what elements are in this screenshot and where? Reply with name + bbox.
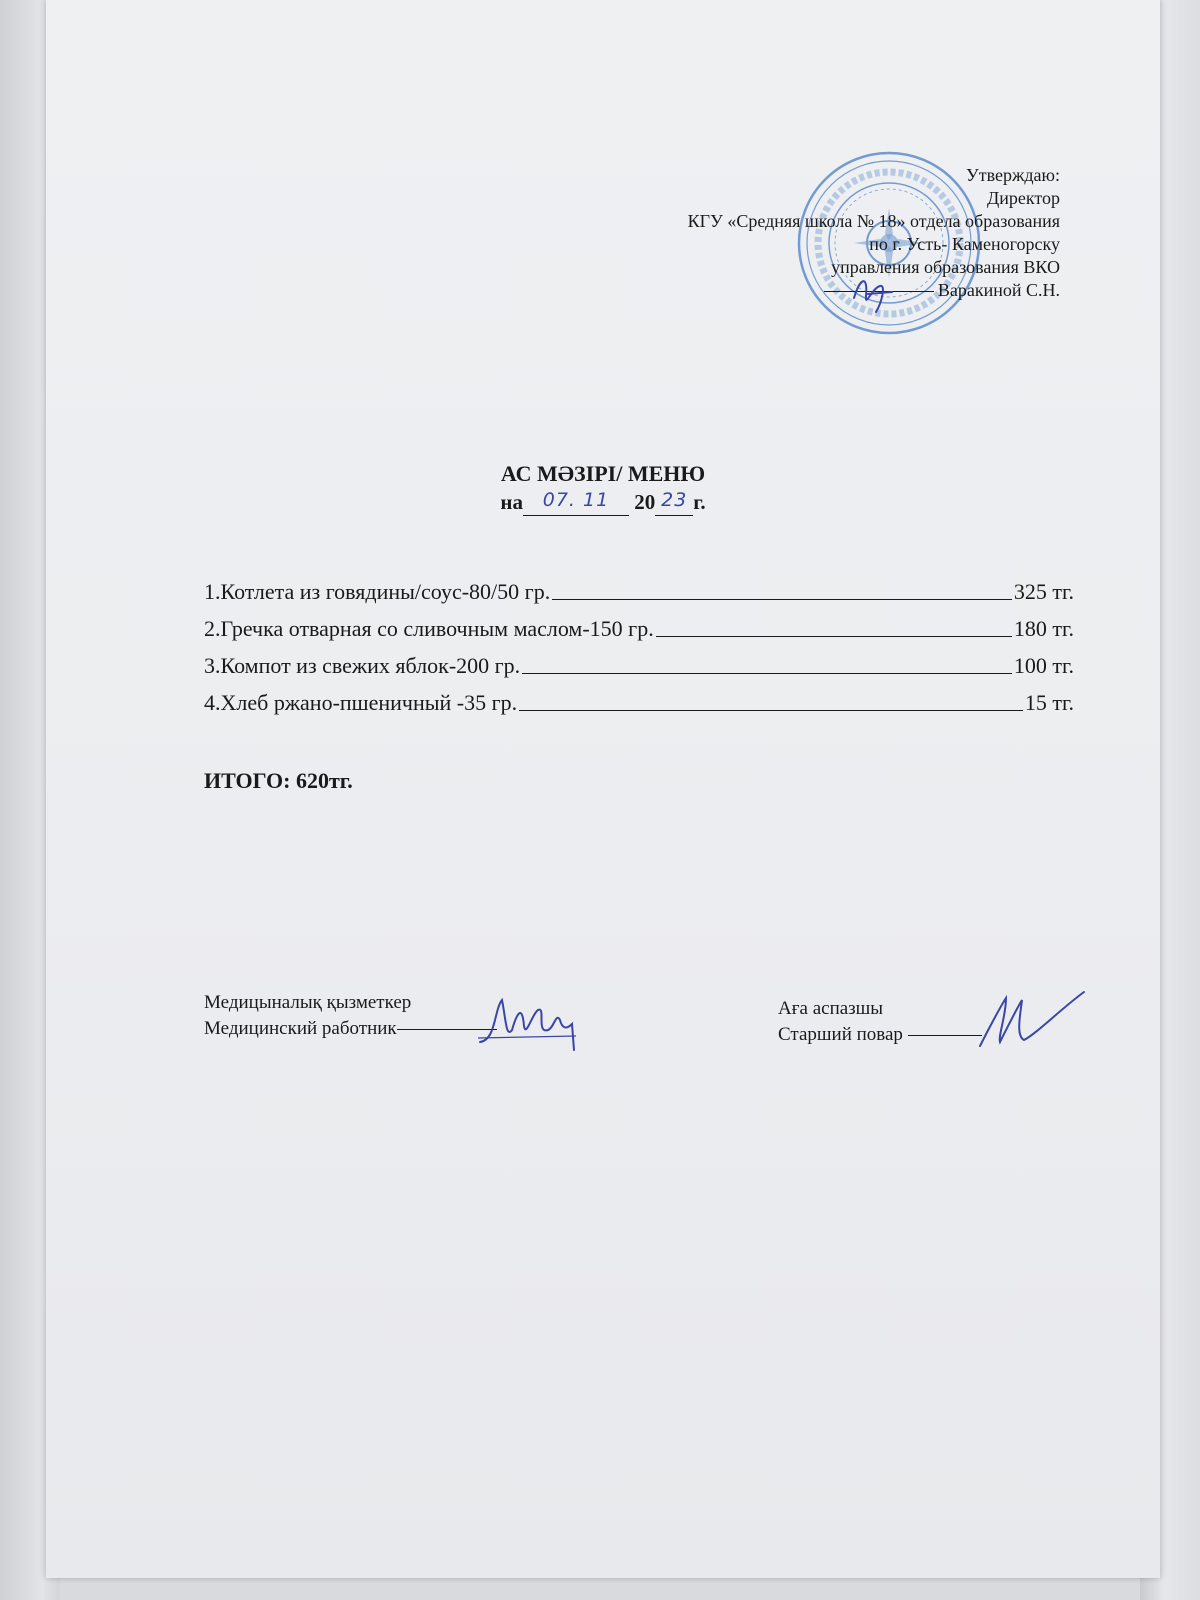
date-prefix: на [500,490,523,514]
menu-item [204,605,1074,642]
approval-line: по г. Усть- Каменогорску [869,234,1060,254]
year-blank [655,490,693,516]
medical-label-ru-line [204,1016,497,1042]
signature-blank [908,1035,982,1036]
menu-document [46,0,1160,1578]
date-blank [523,490,629,516]
menu-item [204,642,1074,679]
medical-signature-block [204,990,497,1042]
year-prefix: 20 [634,490,656,514]
menu-item-price: 180 тг. [1013,616,1074,641]
menu-item-price: 325 тг. [1013,579,1074,604]
director-signature [846,268,906,318]
menu-item-text: 3.Компот из свежих яблок-200 гр. [204,653,521,678]
approval-signer: Варакиной С.Н. [937,280,1060,300]
approval-line: КГУ «Средняя школа № 18» отдела образования [687,211,1060,231]
document-title: АС МӘЗІРІ/ МЕНЮ [500,461,706,486]
medical-label-ru: Медицинский работник [204,1018,397,1039]
approval-line: управления образования ВКО [831,257,1060,277]
dotted-leader [519,710,1023,711]
cook-signature [976,986,1086,1056]
medical-label-kz: Медицыналық қызметкер [204,992,412,1013]
menu-item [204,568,1074,605]
dotted-leader [522,673,1012,674]
menu-item [204,679,1074,716]
cook-label-ru: Старший повар [778,1024,903,1045]
year-end: г. [693,490,706,514]
medical-signature [476,990,586,1052]
menu-list [204,568,1074,716]
cook-signature-block [778,996,982,1048]
menu-total: ИТОГО: 620тг. [204,768,353,793]
approval-line: Директор [986,188,1060,208]
handwritten-year: 23 [661,489,688,511]
handwritten-date: 07. 11 [542,489,610,511]
menu-item-text: 1.Котлета из говядины/соус-80/50 гр. [204,579,551,604]
approval-line: Утверждаю: [965,165,1060,185]
dotted-leader [656,636,1012,637]
menu-item-text: 2.Гречка отварная со сливочным маслом-150 гр. [204,616,654,641]
menu-item-text: 4.Хлеб ржано-пшеничный -35 гр. [204,690,518,715]
menu-item-price: 100 тг. [1013,653,1074,678]
menu-item-price: 15 тг. [1024,690,1074,715]
cook-label-ru-line [778,1022,982,1048]
cook-label-kz: Аға аспазшы [778,998,884,1019]
date-line [46,490,1160,516]
dotted-leader [552,599,1012,600]
